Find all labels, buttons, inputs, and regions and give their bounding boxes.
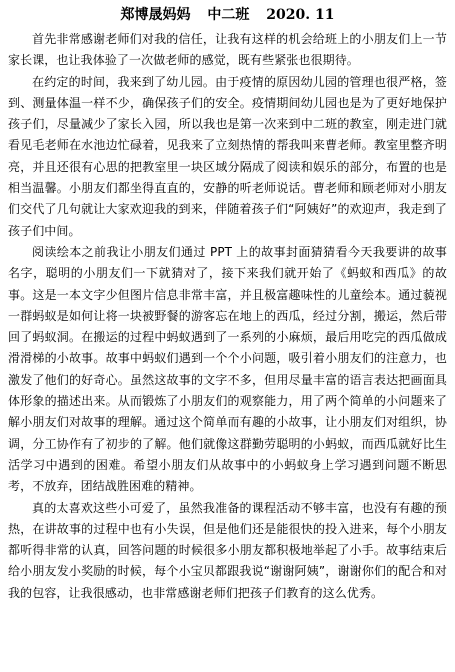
- author-name: 郑博晟妈妈: [120, 7, 191, 23]
- paragraph-conclusion: 真的太喜欢这些小可爱了，虽然我准备的课程活动不够丰富，也没有有趣的预热，在讲故事的过程中也有小失误，但是他们还是能很快的投入进来，每个小朋友都听得非常的认真，回答问题的时候很多小朋友都积极地举起了小手。故事结束后给小朋友发小奖励的时候，每个小宝贝都跟我说“谢谢阿姨”，谢谢你们的配合和对我的包容，让我很感动，也非常感谢老师们把孩子们教育的这么优秀。: [8, 500, 447, 600]
- paragraph-arrival: 在约定的时间，我来到了幼儿园。由于疫情的原因幼儿园的管理也很严格，签到、测量体温一样不少，确保孩子们的安全。疫情期间幼儿园也是为了更好地保护孩子们，尽量减少了家长入园，所以我也是第一次来到中二班的教室，刚走进门就看见毛老师在水池边忙碌着，见我来了立刻热情的帮我叫来曹老师。教室里整齐明亮，并且还很有心思的把教室里一块区域分隔成了阅读和娱乐的部分，布置的也是相当温馨。小朋友们都坐得直直的，安静的听老师说话。曹老师和顾老师对小朋友们交代了几句就让大家欢迎我的到来，伴随着孩子们“阿姨好”的欢迎声，我走到了孩子们中间。: [8, 74, 447, 238]
- paragraph-intro: 首先非常感谢老师们对我的信任，让我有这样的机会给班上的小朋友们上一节家长课，也让我体验了一次做老师的感觉，既有些紧张也很期待。: [8, 32, 447, 68]
- paragraph-story: 阅读绘本之前我让小朋友们通过 PPT 上的故事封面猜猜看今天我要讲的故事名字，聪明的小朋友们一下就猜对了，接下来我们就开始了《蚂蚁和西瓜》的故事。这是一本文字少但图片信息非常丰富，并且极富趣味性的儿童绘本。通过藐视一群蚂蚁是如何让将一块被野餐的游客忘在地上的西瓜，经过分割，搬运，然后带回了蚂蚁洞。在搬运的过程中蚂蚁遇到了一系列的小麻烦，最后用吃完的西瓜做成滑滑梯的小故事。故事中蚂蚁们遇到一个个小问题，吸引着小朋友们的注意力，也激发了他们的好奇心。虽然这故事的文字不多，但用尽量丰富的语言表达把画面具体形象的描述出来。从而锻炼了小朋友们的观察能力，用了两个简单的小问题来了解小朋友们对故事的理解。通过这个简单而有趣的小故事，让小朋友们对组织，协调，分工协作有了初步的了解。他们就像这群勤劳聪明的小蚂蚁，而西瓜就好比生活学习中遇到的困难。希望小朋友们从故事中的小蚂蚁身上学习遇到问题不断思考，不放弃，团结战胜困难的精神。: [8, 244, 447, 494]
- document-date: 2020. 11: [266, 7, 335, 23]
- document-title: [8, 4, 447, 26]
- class-name: 中二班: [207, 7, 250, 23]
